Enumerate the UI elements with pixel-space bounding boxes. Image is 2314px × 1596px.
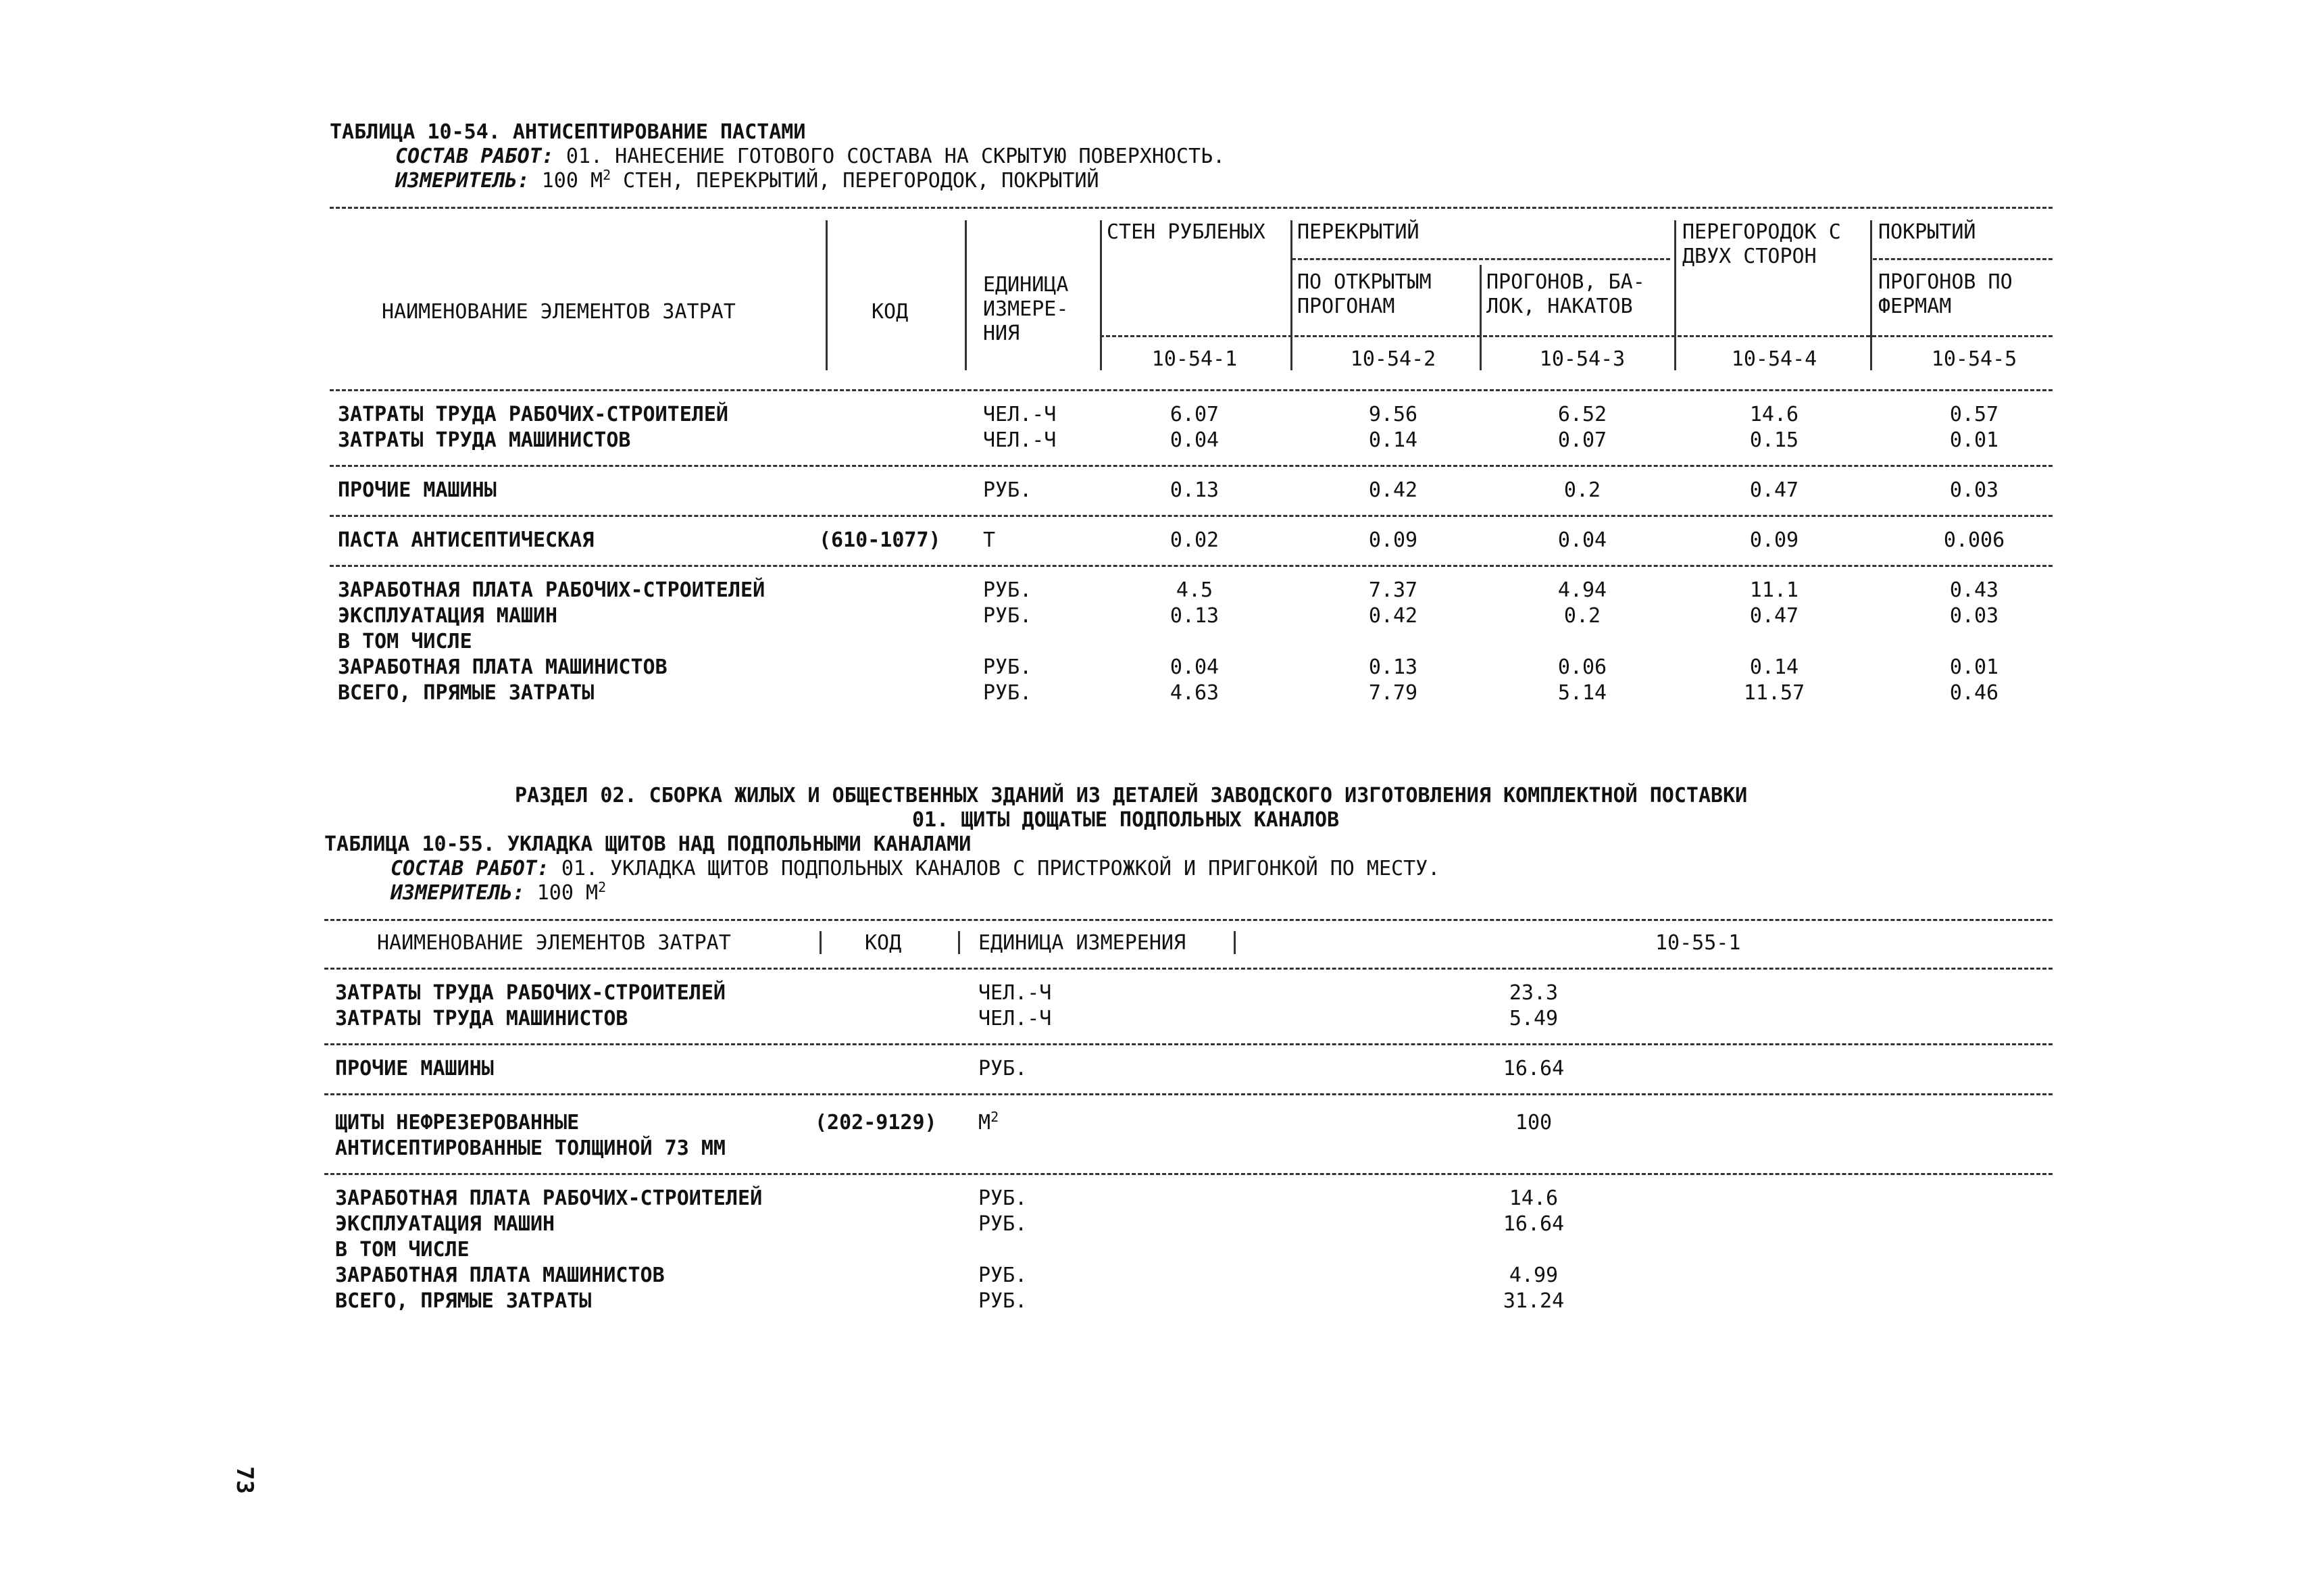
table55-top-rule (324, 919, 2053, 921)
row-value: 0.13 (1368, 655, 1418, 679)
row-value: 16.64 (1503, 1212, 1565, 1236)
row-name: ЗАРАБОТНАЯ ПЛАТА МАШИНИСТОВ (338, 655, 668, 679)
row-name: ЩИТЫ НЕФРЕЗЕРОВАННЫЕ (335, 1111, 580, 1134)
table54-header-floors-b1: ПРОГОНОВ, БА- (1486, 270, 1645, 294)
table54-colcode-2: 10-54-2 (1350, 347, 1436, 371)
row-unit-text: М (978, 1111, 991, 1134)
table54-top-rule (330, 207, 2053, 209)
table54-group-rule (330, 565, 2053, 567)
row-value: 5.49 (1509, 1007, 1559, 1030)
table54-vbar-3 (1100, 220, 1102, 370)
table54-header-roofs-a2: ФЕРМАМ (1878, 295, 1952, 318)
row-value: 0.09 (1749, 528, 1799, 552)
table54-vbar-6 (1674, 220, 1676, 370)
row-value: 100 (1515, 1111, 1553, 1134)
row-unit: РУБ. (978, 1187, 1028, 1210)
table54-header-floors-a1: ПО ОТКРЫТЫМ (1297, 270, 1432, 294)
table55-izmer (391, 881, 606, 905)
row-value: 0.07 (1557, 428, 1607, 452)
row-name: ЗАРАБОТНАЯ ПЛАТА МАШИНИСТОВ (335, 1264, 665, 1287)
table54-vbar-4 (1290, 220, 1292, 370)
table55-title: ТАБЛИЦА 10-55. УКЛАДКА ЩИТОВ НАД ПОДПОЛЬНЫМИ КАНАЛАМИ (324, 832, 972, 856)
row-name: ЭКСПЛУАТАЦИЯ МАШИН (335, 1212, 555, 1236)
row-value: 4.63 (1169, 681, 1219, 705)
row-value: 0.42 (1368, 604, 1418, 628)
row-value: 5.14 (1557, 681, 1607, 705)
table54-colcode-3: 10-54-3 (1539, 347, 1626, 371)
table54-header-roofs-a1: ПРОГОНОВ ПО (1878, 270, 2013, 294)
table54-sostav (395, 145, 1225, 169)
table55-vbar-3 (1234, 931, 1236, 954)
table54-header-rule-roofs (1873, 258, 2053, 260)
row-unit: РУБ. (978, 1212, 1028, 1236)
row-value: 0.14 (1368, 428, 1418, 452)
row-value: 23.3 (1509, 981, 1559, 1005)
table54-group-rule (330, 515, 2053, 517)
row-unit: РУБ. (983, 604, 1032, 628)
row-value: 0.57 (1949, 403, 1999, 426)
row-value: 0.06 (1557, 655, 1607, 679)
table54-header-bottom-rule (330, 389, 2053, 391)
row-name: ЗАТРАТЫ ТРУДА МАШИНИСТОВ (335, 1007, 628, 1030)
row-code: (202-9129) (815, 1111, 937, 1134)
table54-header-unit-2: ИЗМЕРЕ- (983, 297, 1069, 321)
table54-vbar-7 (1870, 220, 1872, 370)
row-value: 0.47 (1749, 604, 1799, 628)
row-unit: РУБ. (983, 655, 1032, 679)
row-unit: РУБ. (978, 1264, 1028, 1287)
row-unit: ЧЕЛ.-Ч (978, 981, 1052, 1005)
table54-header-partitions-2: ДВУХ СТОРОН (1682, 245, 1817, 268)
row-name: ВСЕГО, ПРЯМЫЕ ЗАТРАТЫ (338, 681, 595, 705)
row-name: ПРОЧИЕ МАШИНЫ (338, 478, 497, 502)
row-name: ЗАТРАТЫ ТРУДА РАБОЧИХ-СТРОИТЕЛЕЙ (338, 403, 728, 426)
row-name: ЗАТРАТЫ ТРУДА РАБОЧИХ-СТРОИТЕЛЕЙ (335, 981, 726, 1005)
row-value: 11.1 (1749, 578, 1799, 602)
table54-header-name: НАИМЕНОВАНИЕ ЭЛЕМЕНТОВ ЗАТРАТ (382, 300, 736, 324)
row-value: 14.6 (1509, 1187, 1559, 1210)
table54-group-rule (330, 465, 2053, 467)
row-unit: ЧЕЛ.-Ч (978, 1007, 1052, 1030)
row-value: 14.6 (1749, 403, 1799, 426)
row-name: ПАСТА АНТИСЕПТИЧЕСКАЯ (338, 528, 595, 552)
row-value: 0.006 (1943, 528, 2005, 552)
row-unit: РУБ. (978, 1289, 1028, 1313)
row-value: 0.01 (1949, 428, 1999, 452)
row-value: 0.14 (1749, 655, 1799, 679)
table55-izmer-label: ИЗМЕРИТЕЛЬ: (391, 881, 525, 905)
table55-header-colcode: 10-55-1 (1655, 931, 1741, 955)
table54-colcode-1: 10-54-1 (1151, 347, 1238, 371)
table54-sostav-label: СОСТАВ РАБОТ: (395, 145, 554, 168)
row-value: 31.24 (1503, 1289, 1565, 1313)
row-value: 4.94 (1557, 578, 1607, 602)
row-value: 0.04 (1169, 655, 1219, 679)
row-unit: РУБ. (983, 578, 1032, 602)
table54-title: ТАБЛИЦА 10-54. АНТИСЕПТИРОВАНИЕ ПАСТАМИ (330, 120, 806, 144)
row-value: 0.03 (1949, 478, 1999, 502)
row-code: (610-1077) (819, 528, 941, 552)
table54-izmer-label: ИЗМЕРИТЕЛЬ: (395, 169, 530, 193)
table54-sostav-text: 01. НАНЕСЕНИЕ ГОТОВОГО СОСТАВА НА СКРЫТУЮ ПОВЕРХНОСТЬ. (553, 145, 1226, 168)
row-name: ЗАТРАТЫ ТРУДА МАШИНИСТОВ (338, 428, 631, 452)
row-value: 4.5 (1176, 578, 1213, 602)
table55-izmer-sup: 2 (598, 879, 607, 895)
table54-header-unit-1: ЕДИНИЦА (983, 273, 1069, 297)
table54-header-code: КОД (872, 300, 909, 324)
row-unit: ЧЕЛ.-Ч (983, 428, 1057, 452)
row-name: ПРОЧИЕ МАШИНЫ (335, 1057, 494, 1080)
table54-header-roofs: ПОКРЫТИЙ (1878, 220, 1976, 244)
row-name: В ТОМ ЧИСЛЕ (338, 630, 472, 653)
table55-group-rule (324, 1093, 2053, 1095)
table54-izmer-a: 100 М (529, 169, 603, 193)
table55-header-unit: ЕДИНИЦА ИЗМЕРЕНИЯ (978, 931, 1186, 955)
row-value: 0.46 (1949, 681, 1999, 705)
row-value: 0.13 (1169, 604, 1219, 628)
row-value: 0.09 (1368, 528, 1418, 552)
table55-sostav-text: 01. УКЛАДКА ЩИТОВ ПОДПОЛЬНЫХ КАНАЛОВ С ПРИСТРОЖКОЙ И ПРИГОНКОЙ ПО МЕСТУ. (549, 857, 1440, 880)
table54-vbar-2 (965, 220, 967, 370)
table54-header-walls: СТЕН РУБЛЕНЫХ (1107, 220, 1265, 244)
row-value: 4.99 (1509, 1264, 1559, 1287)
row-unit-sup: 2 (990, 1109, 999, 1125)
row-value: 6.07 (1169, 403, 1219, 426)
table55-header-name: НАИМЕНОВАНИЕ ЭЛЕМЕНТОВ ЗАТРАТ (377, 931, 731, 955)
table55-group-rule (324, 1043, 2053, 1045)
row-unit (978, 1111, 999, 1135)
row-name: В ТОМ ЧИСЛЕ (335, 1238, 470, 1262)
row-value: 11.57 (1743, 681, 1805, 705)
row-value: 0.04 (1169, 428, 1219, 452)
table55-sostav-label: СОСТАВ РАБОТ: (391, 857, 549, 880)
row-value: 16.64 (1503, 1057, 1565, 1080)
table54-izmer-b: СТЕН, ПЕРЕКРЫТИЙ, ПЕРЕГОРОДОК, ПОКРЫТИЙ (611, 169, 1099, 193)
row-name: ЭКСПЛУАТАЦИЯ МАШИН (338, 604, 558, 628)
table54-colcode-5: 10-54-5 (1931, 347, 2017, 371)
table55-vbar-1 (820, 931, 822, 954)
table55-sostav (391, 857, 1440, 881)
row-value: 0.42 (1368, 478, 1418, 502)
table54-header-floors: ПЕРЕКРЫТИЙ (1297, 220, 1419, 244)
section-subheading: 01. ЩИТЫ ДОЩАТЫЕ ПОДПОЛЬНЫХ КАНАЛОВ (912, 808, 1340, 832)
table54-header-floors-b2: ЛОК, НАКАТОВ (1486, 295, 1633, 318)
table55-header-bottom-rule (324, 968, 2053, 970)
row-name: ВСЕГО, ПРЯМЫЕ ЗАТРАТЫ (335, 1289, 592, 1313)
table54-header-rule-floors (1292, 258, 1670, 260)
row-value: 0.02 (1169, 528, 1219, 552)
row-unit: Т (983, 528, 996, 552)
table54-header-floors-a2: ПРОГОНАМ (1297, 295, 1395, 318)
row-value: 0.15 (1749, 428, 1799, 452)
table54-izmer-sup: 2 (603, 167, 611, 183)
row-value: 0.03 (1949, 604, 1999, 628)
table54-izmer (395, 169, 1099, 193)
page-number: 73 (231, 1466, 258, 1494)
row-value: 0.01 (1949, 655, 1999, 679)
row-value: 7.79 (1368, 681, 1418, 705)
table54-colcode-4: 10-54-4 (1731, 347, 1817, 371)
row-name: ЗАРАБОТНАЯ ПЛАТА РАБОЧИХ-СТРОИТЕЛЕЙ (338, 578, 765, 602)
row-unit: ЧЕЛ.-Ч (983, 403, 1057, 426)
table54-header-rule-codes (1100, 335, 2053, 337)
row-value: 0.43 (1949, 578, 1999, 602)
row-unit: РУБ. (983, 478, 1032, 502)
row-value: 0.2 (1563, 478, 1601, 502)
row-value: 0.47 (1749, 478, 1799, 502)
row-value: 0.13 (1169, 478, 1219, 502)
table54-vbar-1 (826, 220, 828, 370)
row-name: АНТИСЕПТИРОВАННЫЕ ТОЛЩИНОЙ 73 ММ (335, 1137, 726, 1160)
table55-izmer-a: 100 М (524, 881, 599, 905)
table55-vbar-2 (958, 931, 960, 954)
row-name: ЗАРАБОТНАЯ ПЛАТА РАБОЧИХ-СТРОИТЕЛЕЙ (335, 1187, 763, 1210)
section-heading: РАЗДЕЛ 02. СБОРКА ЖИЛЫХ И ОБЩЕСТВЕННЫХ ЗДАНИЙ ИЗ ДЕТАЛЕЙ ЗАВОДСКОГО ИЗГОТОВЛЕНИЯ КОМПЛЕКТНОЙ ПОСТАВКИ (515, 784, 1748, 807)
row-value: 0.04 (1557, 528, 1607, 552)
row-value: 0.2 (1563, 604, 1601, 628)
table55-group-rule (324, 1173, 2053, 1175)
row-unit: РУБ. (978, 1057, 1028, 1080)
table54-header-partitions-1: ПЕРЕГОРОДОК С (1682, 220, 1841, 244)
row-value: 7.37 (1368, 578, 1418, 602)
table54-header-unit-3: НИЯ (983, 322, 1020, 345)
table54-vbar-5 (1480, 265, 1482, 370)
table55-header-code: КОД (865, 931, 902, 955)
row-value: 9.56 (1368, 403, 1418, 426)
row-unit: РУБ. (983, 681, 1032, 705)
row-value: 6.52 (1557, 403, 1607, 426)
